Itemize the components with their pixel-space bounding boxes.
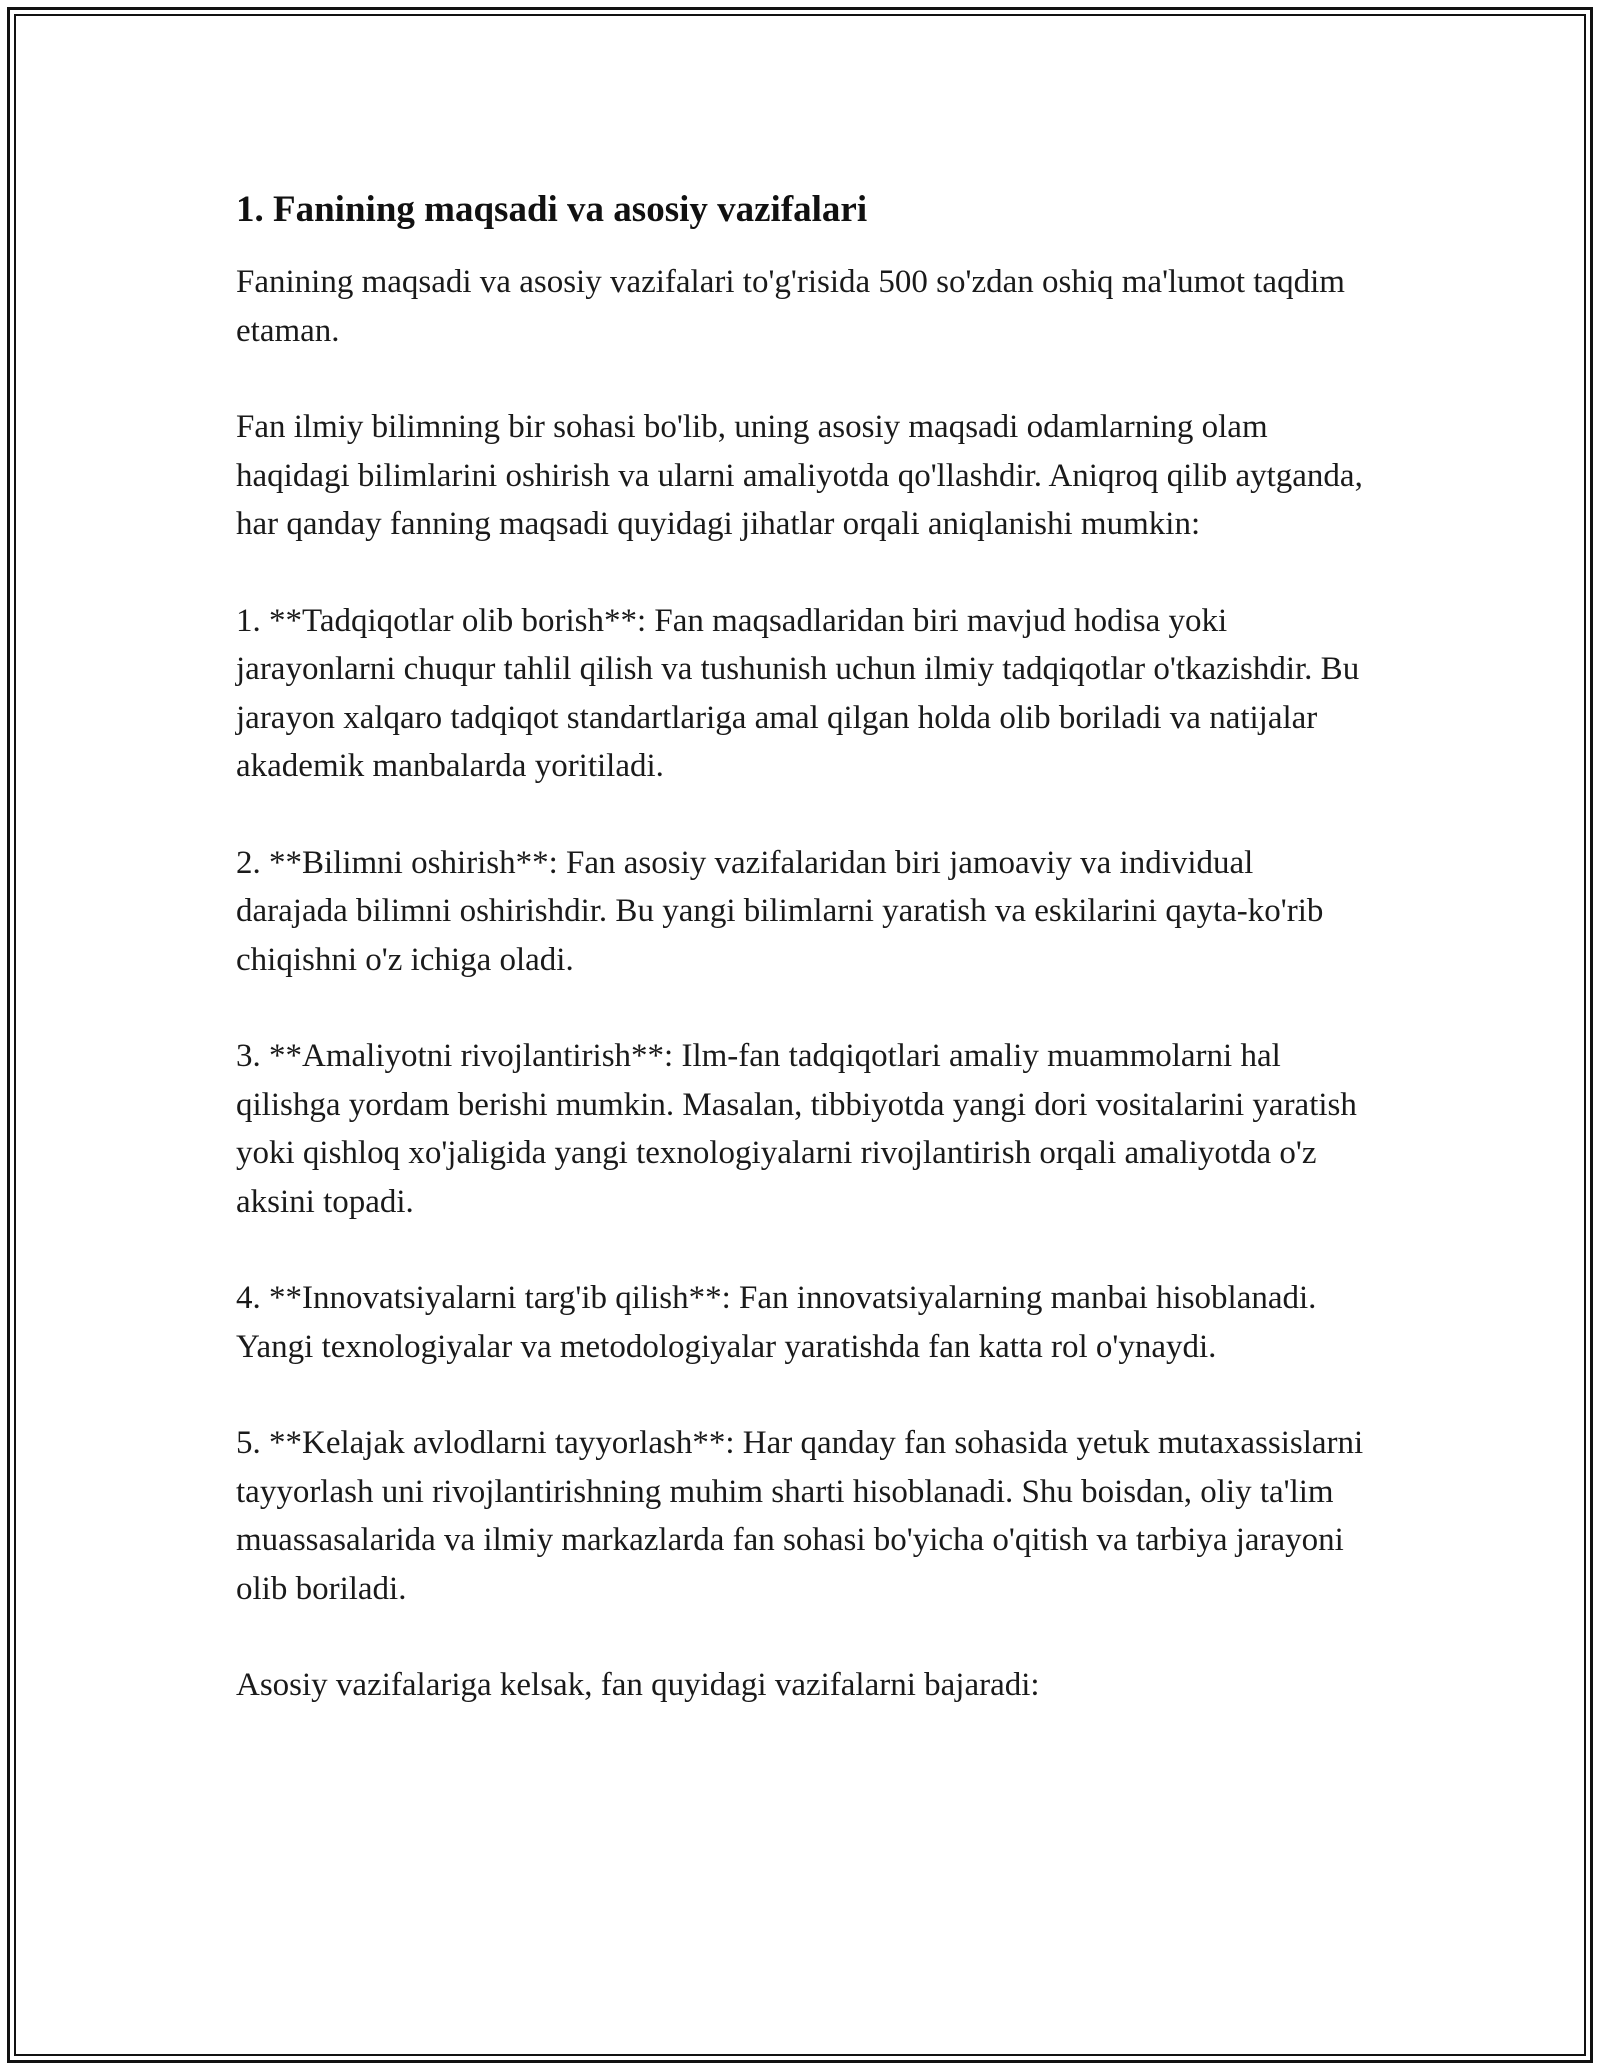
document-body [236, 186, 1372, 1758]
list-item-research: 1. **Tadqiqotlar olib borish**: Fan maqsadlaridan biri mavjud hodisa yoki jarayonlarni chuqur tahlil qilish va tushunish uchun ilmiy tadqiqotlar o'tkazishdir. Bu jarayon xalqaro tadqiqot standartlariga amal qilgan holda olib boriladi va natijalar akademik manbalarda yoritiladi. [236, 602, 1360, 784]
list-item-practice: 3. **Amaliyotni rivojlantirish**: Ilm-fan tadqiqotlari amaliy muammolarni hal qilishga yordam berishi mumkin. Masalan, tibbiyotda yangi dori vositalarini yaratish yoki qishloq xo'jaligida yangi texnologiyalarni rivojlantirish orqali amaliyotda o'z aksini topadi. [236, 1038, 1357, 1220]
list-item-knowledge: 2. **Bilimni oshirish**: Fan asosiy vazifalaridan biri jamoaviy va individual darajada bilimni oshirishdir. Bu yangi bilimlarni yaratish va eskilarini qayta-ko'rib chiqishni o'z ichiga oladi. [236, 844, 1324, 978]
intro-paragraph: Fanining maqsadi va asosiy vazifalari to'g'risida 500 so'zdan oshiq ma'lumot taqdim etaman. [236, 264, 1345, 349]
definition-paragraph: Fan ilmiy bilimning bir sohasi bo'lib, uning asosiy maqsadi odamlarning olam haqidagi bilimlarini oshirish va ularni amaliyotda qo'llashdir. Aniqroq qilib aytganda, har qanday fanning maqsadi quyidagi jihatlar orqali aniqlanishi mumkin: [236, 409, 1363, 542]
closing-paragraph: Asosiy vazifalariga kelsak, fan quyidagi vazifalarni bajaradi: [236, 1667, 1040, 1703]
section-heading: 1. Fanining maqsadi va asosiy vazifalari [236, 189, 868, 230]
list-item-future-generations: 5. **Kelajak avlodlarni tayyorlash**: Har qanday fan sohasida yetuk mutaxassislarni tayyorlash uni rivojlantirishning muhim sharti hisoblanadi. Shu boisdan, oliy ta'lim muassasalarida va ilmiy markazlarda fan sohasi bo'yicha o'qitish va tarbiya jarayoni olib boriladi. [236, 1425, 1364, 1607]
list-item-innovation: 4. **Innovatsiyalarni targ'ib qilish**: Fan innovatsiyalarning manbai hisoblanadi. Yangi texnologiyalar va metodologiyalar yaratishda fan katta rol o'ynaydi. [236, 1280, 1317, 1365]
